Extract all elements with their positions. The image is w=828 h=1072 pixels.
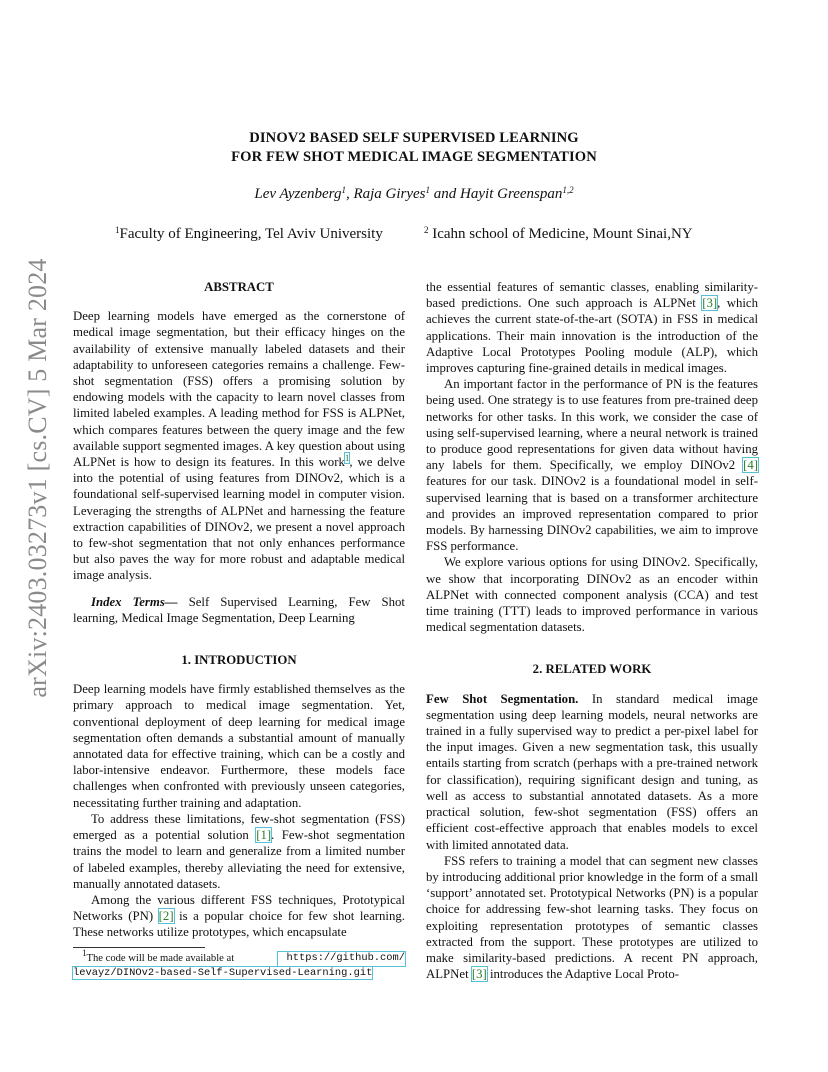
related-work-heading: 2. RELATED WORK (532, 662, 652, 677)
arxiv-id: arXiv:2403.03273v1 [cs.CV] 5 Mar 2024 (23, 258, 52, 698)
affiliation-1-text: Faculty of Engineering, Tel Aviv University (119, 226, 383, 242)
index-terms-text: Self Supervised Learning, Few Shot learning, Medical Image Segmentation, Deep Learning (73, 594, 405, 625)
affiliation-2 (424, 226, 693, 243)
right-paragraph-3: We explore various options for using DINOv2. Specifically, we show that incorporating DINOv2 as an encoder within ALPNet with connected component analysis (CCA) and test time training (TTT) leads to improved performance in various medical segmentation datasets. (426, 555, 758, 635)
intro-p2-text-b: . Few-shot segmentation trains the model to learn and generalize from a limited number of labeled examples, thereby alleviating the need for extensive, manually annotated datasets. (73, 828, 405, 891)
citation-3-again[interactable]: [3] (471, 967, 487, 982)
abstract-text-part-2: , we delve into the potential of using features from DINOv2, which is a foundational self-supervised learning model in computer vision. Leveraging the strengths of ALPNet and harnessing the feature extraction capabilities of DINOv2, we present a novel approach to few-shot segmentation that not only enhances performance but also paves the way for more robust and adaptable medical image analysis. (73, 455, 405, 583)
affiliation-1-mark: 1 (115, 225, 120, 235)
footnote-url-part-2[interactable]: levayz/DINOv2-based-Self-Supervised-Learning.git (73, 966, 373, 979)
citation-2[interactable]: [2] (158, 909, 174, 924)
citation-1[interactable]: [1] (256, 828, 272, 843)
author-3: and Hayit Greenspan (433, 186, 563, 202)
right-p2-text-a: An important factor in the performance of PN is the features being used. One strategy is to use features from pre-trained deep networks for other tasks. In this work, we consider the case of using self-supervised learning, where a neural network is trained to produce good representations for given data without having any labels for them. Specifically, we employ DINOv2 (426, 377, 758, 473)
footnote-rule (73, 947, 205, 948)
intro-heading: 1. INTRODUCTION (181, 653, 297, 668)
related-paragraph-1 (426, 691, 758, 853)
related-p2-text-b: introduces the Adaptive Local Proto- (486, 967, 680, 982)
author-2: Raja Giryes (353, 186, 426, 202)
intro-p2-text-a: To address these limitations, few-shot segmentation (FSS) emerged as a potential solution (73, 811, 405, 843)
footnote-line-1 (73, 948, 405, 966)
related-subheading: Few Shot Segmentation. (426, 691, 579, 706)
footnote-text: The code will be made available at (86, 953, 235, 964)
index-terms (73, 594, 405, 626)
intro-paragraph-1: Deep learning models have firmly established themselves as the primary approach to medical image segmentation. Yet, conventional deployment of deep learning for medical image segmentation often demands a substantial amount of manually annotated data for effective training, which can be a costly and labor-intensive endeavor. Furthermore, these models face challenges when confronted with previously unseen categories, necessitating further training and adaptation. (73, 682, 405, 810)
intro-paragraph-2 (73, 811, 405, 892)
affiliation-2-text: Icahn school of Medicine, Mount Sinai,NY (432, 226, 693, 242)
footnote-mark: 1 (82, 948, 87, 958)
author-1: Lev Ayzenberg (254, 186, 342, 202)
citation-4[interactable]: [4] (743, 458, 758, 473)
citation-3[interactable]: [3] (702, 296, 718, 311)
title-line-1: DINOV2 BASED SELF SUPERVISED LEARNING (249, 130, 579, 146)
right-p2-text-b: features for our task. DINOv2 is a foundational model in self-supervised learning that is based on a transformer architecture and provides an improved representation compared to prior models. By harnessing DINOv2 capabilities, we aim to improve FSS performance. (426, 474, 758, 554)
paper-title (0, 129, 828, 167)
author-1-affil: 1 (341, 185, 346, 195)
intro-p3-text-b: is a popular choice for few shot learning. These networks utilize prototypes, which encapsulate (73, 909, 405, 940)
affiliation-1 (115, 226, 383, 243)
footnote-link[interactable]: 1 (344, 453, 350, 464)
right-paragraph-1 (426, 279, 758, 376)
affiliation-2-mark: 2 (424, 225, 429, 235)
author-list: Lev Ayzenberg$^1$, Raja Giryes$^1$ and Hayit Greenspan$^{1,2}$ (254, 185, 574, 202)
footnote-line-2 (73, 966, 405, 981)
intro-p3-text-a: Among the various different FSS techniques, Prototypical Networks (PN) (73, 892, 405, 924)
right-paragraph-2 (426, 376, 758, 554)
left-column (73, 279, 405, 941)
right-column (426, 279, 758, 982)
title-line-2: FOR FEW SHOT MEDICAL IMAGE SEGMENTATION (231, 149, 597, 165)
related-paragraph-2 (426, 853, 758, 983)
abstract-text-part-1: Deep learning models have emerged as the cornerstone of medical image segmentation, but their efficacy hinges on the availability of extensive manually labeled datasets and their adaptability to unforeseen categories remains a challenge. Few-shot segmentation (FSS) offers a promising solution by endowing models with the capacity to learn novel classes from limited labeled examples. A leading method for FSS is ALPNet, which compares features between the query image and the few available support segmented images. A key question about using ALPNet is how to design its features. In this work (73, 309, 405, 470)
related-p1-text: In standard medical image segmentation using deep learning models, neural networks are trained in a fully supervised way to predict a per-pixel label for the input images. Given a new segmentation task, this usually entails starting from scratch (perhaps with a pre-trained network for classification), requiring significant design and tuning, as well as access to substantial annotated datasets. As a more practical solution, few-shot segmentation (FSS) offers an efficient cost-effective approach that enables models to excel with limited annotated data. (426, 691, 758, 852)
abstract-text (73, 308, 405, 583)
right-p1-text-a: the essential features of semantic classes, enabling similarity-based predictions. One such approach is ALPNet (426, 280, 758, 311)
footnote (73, 948, 405, 980)
abstract-heading: ABSTRACT (204, 280, 274, 294)
author-2-affil: 1 (425, 185, 431, 195)
related-p2-text-a: FSS refers to training a model that can segment new classes by introducing additional prior knowledge in the form of a small ‘support’ annotated set. Prototypical Networks (PN) is a popular choice for addressing few-shot learning tasks. They focus on exploiting representation prototypes of semantic classes extracted from the support. These prototypes are utilized to make similarity-based predictions. A recent PN approach, ALPNet (426, 853, 758, 982)
intro-paragraph-3 (73, 892, 405, 941)
right-p1-text-b: , which achieves the current state-of-the-art (SOTA) in FSS in medical applications. Their main innovation is the introduction of the Adaptive Local Prototypes Pooling module (ALP), which improves capturing fine-grained details in medical images. (426, 296, 758, 376)
author-3-affil: 1,2 (562, 185, 574, 195)
arxiv-watermark (18, 258, 58, 698)
footnote-url-part-1[interactable]: https://github.com/ (278, 952, 405, 966)
index-terms-label: Index Terms— (91, 594, 178, 609)
